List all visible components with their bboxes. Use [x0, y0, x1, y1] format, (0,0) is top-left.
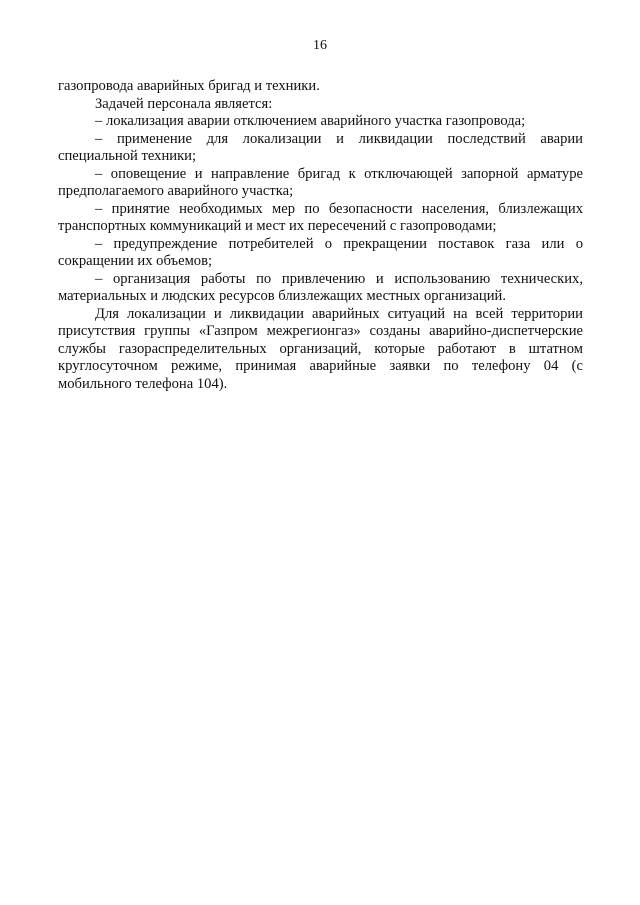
- list-item-consumer-warning: – предупреждение потребителей о прекращении поставок газа или о сокращении их объемов;: [58, 235, 583, 269]
- document-body: [58, 78, 583, 393]
- list-item-safety-measures: – принятие необходимых мер по безопасности населения, близлежащих транспортных коммуникаций и мест их пересечений с газопроводами;: [58, 200, 583, 234]
- paragraph-emergency-services: Для локализации и ликвидации аварийных ситуаций на всей территории присутствия группы «Газпром межрегионгаз» созданы аварийно-диспетчерские службы газораспределительных организаций, которые работают в штатном круглосуточном режиме, принимая аварийные заявки по телефону 04 (с мобильного телефона 104).: [58, 305, 583, 392]
- list-item-special-equipment: – применение для локализации и ликвидации последствий аварии специальной техники;: [58, 130, 583, 164]
- paragraph-continuation: газопровода аварийных бригад и техники.: [58, 78, 320, 94]
- list-item-resources: – организация работы по привлечению и использованию технических, материальных и людских ресурсов близлежащих местных организаций.: [58, 270, 583, 304]
- paragraph-tasks-intro: Задачей персонала является:: [95, 95, 273, 112]
- list-item-notification: – оповещение и направление бригад к отключающей запорной арматуре предполагаемого аварийного участка;: [58, 165, 583, 199]
- page-number: 16: [313, 38, 327, 53]
- list-item-localization: – локализация аварии отключением аварийного участка газопровода;: [95, 113, 526, 129]
